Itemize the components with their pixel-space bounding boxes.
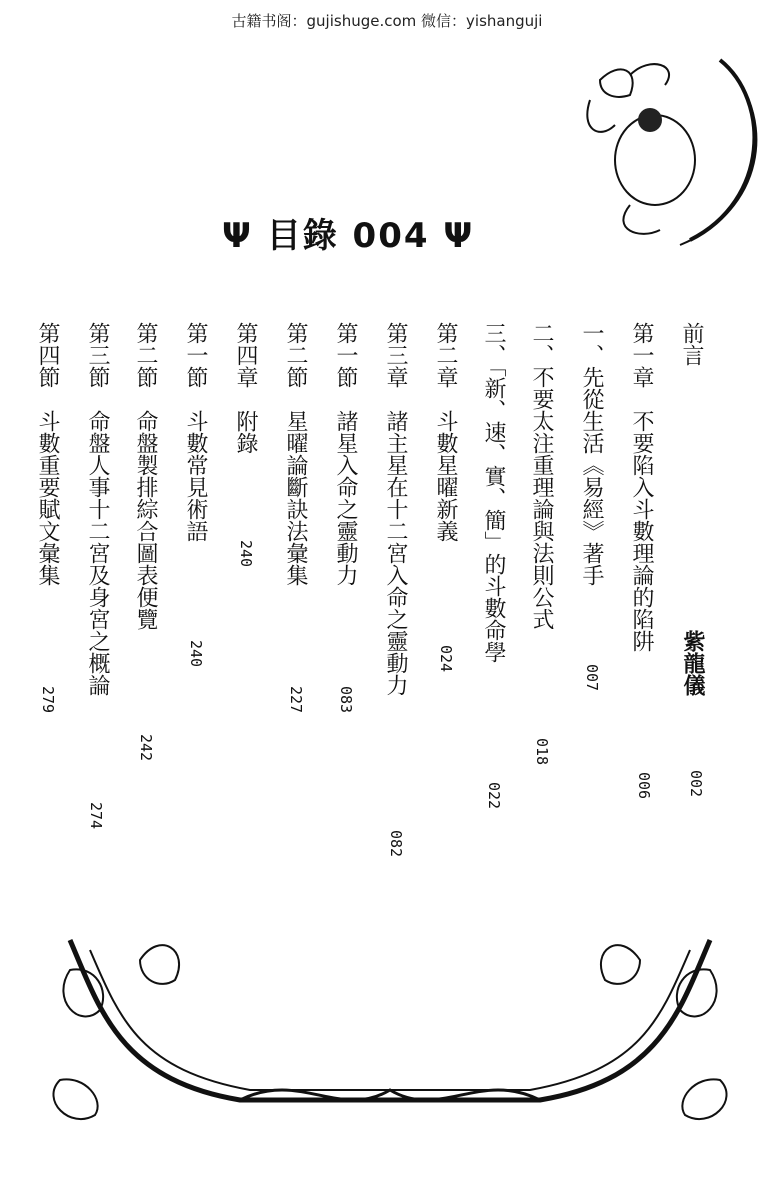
toc-entry-ch4: 第四章 附錄 bbox=[233, 322, 258, 454]
toc-entry-ch4-4: 第四節 斗數重要賦文彙集 bbox=[35, 322, 60, 586]
page-title: Ψ 目錄 004 Ψ bbox=[222, 216, 475, 256]
toc-entry-ch1: 第一章 不要陷入斗數理論的陷阱 bbox=[629, 322, 654, 652]
toc-entry-ch3-2: 第二節 星曜論斷訣法彙集 bbox=[283, 322, 308, 586]
preface-author: 紫龍儀 bbox=[680, 630, 706, 696]
toc-entry-ch4-3: 第三節 命盤人事十二宮及身宮之概論 bbox=[85, 322, 110, 696]
toc-page-ch1-3: 022 bbox=[485, 782, 503, 810]
toc-entry-ch1-2: 二、不要太注重理論與法則公式 bbox=[529, 322, 554, 630]
toc-entry-ch4-1: 第一節 斗數常見術語 bbox=[183, 322, 208, 542]
toc-page-ch4-1: 240 bbox=[187, 640, 205, 668]
figure-with-flowers-illustration bbox=[570, 40, 770, 250]
watermark: 古籍书阁：gujishuge.com 微信：yishanguji bbox=[231, 12, 543, 30]
toc-page-ch1: 006 bbox=[635, 772, 653, 800]
toc-page-ch4-3: 274 bbox=[87, 802, 105, 830]
toc-entry-ch3-1: 第一節 諸星入命之靈動力 bbox=[333, 322, 358, 586]
toc-entry-ch4-2: 第二節 命盤製排綜合圖表便覽 bbox=[133, 322, 158, 630]
toc-entry-ch2: 第二章 斗數星曜新義 bbox=[433, 322, 458, 542]
toc-entry-preface: 前言 bbox=[679, 322, 704, 366]
preface-page: 002 bbox=[687, 770, 705, 798]
toc-entry-ch1-3: 三、「新、速、實、簡」的斗數命學 bbox=[481, 322, 506, 663]
toc-entry-ch1-1: 一、先從生活《易經》著手 bbox=[579, 322, 604, 586]
toc-page-ch1-1: 007 bbox=[583, 664, 601, 692]
toc-page-ch4-2: 242 bbox=[137, 734, 155, 762]
toc-page-ch2: 024 bbox=[437, 645, 455, 673]
floral-border-illustration bbox=[40, 930, 740, 1140]
toc-entry-ch3: 第三章 諸主星在十二宮入命之靈動力 bbox=[383, 322, 408, 696]
toc-page-ch3-2: 227 bbox=[287, 686, 305, 714]
toc-page-ch1-2: 018 bbox=[533, 738, 551, 766]
toc-page-ch3-1: 083 bbox=[337, 686, 355, 714]
toc-page-ch4: 240 bbox=[237, 540, 255, 568]
toc-page-ch3: 082 bbox=[387, 830, 405, 858]
toc-page-ch4-4: 279 bbox=[39, 686, 57, 714]
